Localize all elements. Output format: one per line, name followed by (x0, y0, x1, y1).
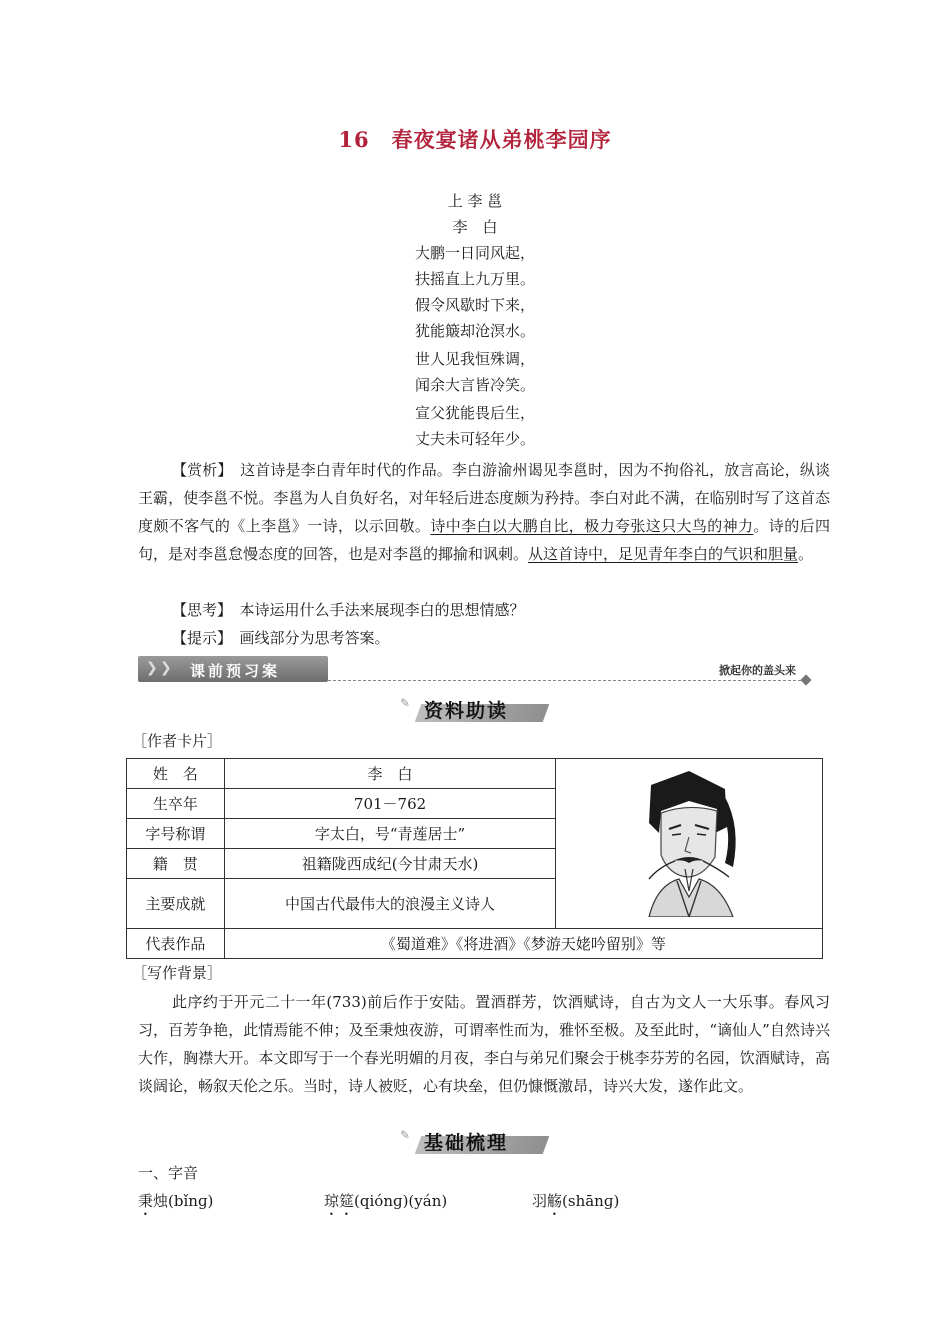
author-card-table (126, 758, 823, 959)
pen-icon: ✎ (400, 1128, 411, 1142)
hint-line (138, 624, 830, 652)
emphasized-char: 秉 (138, 1192, 154, 1210)
poem-title: 上 李 邕 (447, 192, 503, 210)
pronunciation-item (138, 1190, 213, 1219)
poem-line: 丈夫未可轻年少。 (414, 430, 535, 448)
table-key: 籍 贯 (127, 849, 225, 879)
section-heading-materials (400, 694, 560, 724)
table-value: 祖籍陇西成纪(今甘肃天水) (224, 849, 555, 879)
section-heading-text: 资料助读 (424, 700, 509, 722)
background-label: ［写作背景］ (132, 964, 223, 982)
analysis-text: 。诗的后四句，是对李邕怠慢态度的回答，也是对李邕的揶揄和讽刺。 (138, 517, 830, 563)
banner-divider (328, 680, 806, 681)
poem-line: 扶摇直上九万里。 (414, 270, 535, 288)
analysis-text: 这首诗是李白青年时代的作品。李白游渝州谒见李邕时，因为不拘俗礼，放言高论，纵谈王霸，使李邕不悦。李邕为人自负好名，对年轻后进态度颇为矜持。李白对此不满，在临别时写了这首态度颇不客气的《上李邕》一诗，以示回敬。 (138, 461, 830, 535)
section-heading-basics (400, 1126, 560, 1156)
chevron-right-icon: ❯ (146, 660, 158, 676)
section-heading-text: 基础梳理 (424, 1132, 509, 1154)
table-key: 代表作品 (127, 929, 225, 959)
banner-label: 课前预习案 (190, 662, 281, 680)
diamond-icon (800, 674, 811, 685)
author-portrait (556, 759, 823, 929)
table-row (127, 759, 823, 789)
table-value: 字太白，号“青莲居士” (224, 819, 555, 849)
underlined-answer: 从这首诗中，足见青年李白的气识和胆量 (528, 545, 799, 563)
table-value: 《蜀道难》《将进酒》《梦游天姥吟留别》等 (224, 929, 822, 959)
think-tag: 【思考】 (172, 601, 225, 619)
hint-tag: 【提示】 (172, 629, 225, 647)
analysis-paragraph (138, 456, 830, 568)
poem-line: 世人见我恒殊调， (414, 350, 535, 368)
think-line (138, 596, 830, 624)
emphasized-char: 筵 (339, 1192, 355, 1210)
pinyin: (shānɡ) (562, 1192, 620, 1210)
page-title: 16 春夜宴诸从弟桃李园序 (338, 127, 612, 152)
table-value: 中国古代最伟大的浪漫主义诗人 (224, 879, 555, 929)
char: 烛 (153, 1192, 169, 1210)
pronunciation-title: 一、字音 (138, 1164, 199, 1182)
pronunciation-item (324, 1190, 447, 1219)
analysis-text: 。 (798, 545, 814, 563)
emphasized-char: 琼 (324, 1192, 340, 1210)
table-key: 主要成就 (127, 879, 225, 929)
poem-author: 李 白 (452, 218, 498, 236)
chevron-right-icon: ❯ (160, 660, 172, 676)
table-value: 701－762 (224, 789, 555, 819)
underlined-answer: 诗中李白以大鹏自比，极力夸张这只大鸟的神力 (430, 517, 754, 535)
analysis-tag: 【赏析】 (172, 461, 226, 479)
emphasized-char: 觞 (547, 1192, 563, 1210)
think-text: 本诗运用什么手法来展现李白的思想情感？ (239, 601, 525, 619)
poem-line: 犹能簸却沧溟水。 (414, 322, 535, 340)
pinyin: (qiónɡ)(yán) (354, 1192, 448, 1210)
banner-right-text: 掀起你的盖头来 (719, 664, 796, 677)
poem-line: 闻余大言皆冷笑。 (414, 376, 535, 394)
poem-line: 假令风歇时下来， (414, 296, 535, 314)
card-label: ［作者卡片］ (132, 732, 223, 750)
pen-icon: ✎ (400, 696, 411, 710)
table-row (127, 929, 823, 959)
table-key: 姓 名 (127, 759, 225, 789)
table-key: 生卒年 (127, 789, 225, 819)
portrait-image (629, 767, 749, 917)
poem-line: 大鹏一日同风起， (414, 244, 535, 262)
table-key: 字号称谓 (127, 819, 225, 849)
poem-line: 宣父犹能畏后生， (414, 404, 535, 422)
pinyin: (bǐnɡ) (168, 1192, 214, 1210)
char: 羽 (532, 1192, 548, 1210)
background-paragraph: 此序约于开元二十一年(733)前后作于安陆。置酒群芳，饮酒赋诗，自古为文人一大乐事。春风习习，百芳争艳，此情焉能不伸；及至秉烛夜游，可谓率性而为，雅怀至极。及至此时，“谪仙人”自然诗兴大作，胸襟大开。本文即写于一个春光明媚的月夜，李白与弟兄们聚会于桃李芬芳的名园，饮酒赋诗，高谈阔论，畅叙天伦之乐。当时，诗人被贬，心有块垒，但仍慷慨激昂，诗兴大发，遂作此文。 (138, 993, 830, 1095)
section-banner (138, 654, 810, 684)
hint-text: 画线部分为思考答案。 (239, 629, 390, 647)
pronunciation-item (532, 1190, 619, 1219)
table-value: 李 白 (224, 759, 555, 789)
